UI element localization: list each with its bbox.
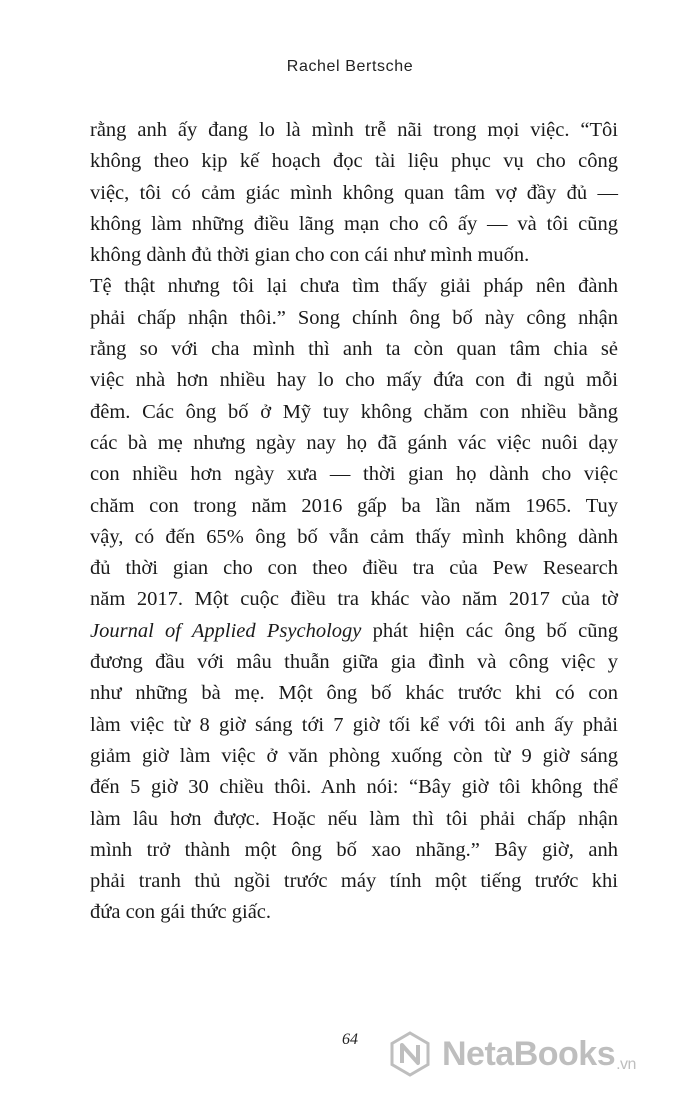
text-line: năm 2017. Một cuộc điều tra khác vào năm 2017 của tờ xyxy=(90,588,618,611)
text-line: vậy, có đến 65% ông bố vẫn cảm thấy mình không dành xyxy=(90,525,618,548)
text-line: Tệ thật nhưng tôi lại chưa tìm thấy giải pháp nên đành xyxy=(90,275,618,298)
text-line: rằng anh ấy đang lo là mình trễ nãi trong mọi việc. “Tôi xyxy=(90,119,618,141)
text-line: giảm giờ làm việc ở văn phòng xuống còn từ 9 giờ sáng xyxy=(90,744,618,767)
text-line: việc, tôi có cảm giác mình không quan tâm vợ đầy đủ — xyxy=(90,181,618,204)
text-line: chăm con trong năm 2016 gấp ba lần năm 1965. Tuy xyxy=(90,494,618,517)
text-line: không làm những điều lãng mạn cho cô ấy — và tôi cũng xyxy=(90,212,618,235)
text-line: phải tranh thủ ngồi trước máy tính một tiếng trước khi xyxy=(90,870,618,893)
text-line: con nhiều hơn ngày xưa — thời gian họ dành cho việc xyxy=(90,463,618,486)
watermark-brand: NetaBooks.vn xyxy=(442,1034,636,1073)
text-line: các bà mẹ nhưng ngày nay họ đã gánh vác việc nuôi dạy xyxy=(90,431,618,454)
text-line: làm việc từ 8 giờ sáng tới 7 giờ tối kể với tôi anh ấy phải xyxy=(90,713,618,736)
journal-line-rest: phát hiện các ông bố cũng xyxy=(361,619,618,642)
text-line: làm lâu hơn được. Hoặc nếu làm thì tôi phải chấp nhận xyxy=(90,807,618,830)
text-line: phải chấp nhận thôi.” Song chính ông bố này công nhận xyxy=(90,306,618,329)
text-line: đến 5 giờ 30 chiều thôi. Anh nói: “Bây giờ tôi không thể xyxy=(90,776,618,799)
text-line: rằng so với cha mình thì anh ta còn quan tâm chia sẻ xyxy=(90,338,618,361)
text-line: như những bà mẹ. Một ông bố khác trước khi có con xyxy=(90,682,618,705)
text-line-with-journal xyxy=(90,616,618,647)
netabooks-logo-icon xyxy=(386,1030,434,1078)
text-line: không dành đủ thời gian cho con cái như mình muốn. xyxy=(90,244,530,267)
page-number: 64 xyxy=(342,1031,358,1048)
netabooks-watermark xyxy=(386,1024,636,1084)
journal-title: Journal of Applied Psychology xyxy=(90,619,362,642)
text-line: đêm. Các ông bố ở Mỹ tuy không chăm con nhiều bằng xyxy=(90,400,618,423)
text-line: không theo kịp kế hoạch đọc tài liệu phục vụ cho công xyxy=(90,150,618,173)
running-header: Rachel Bertsche xyxy=(286,58,414,75)
body-text xyxy=(90,115,618,929)
text-line: đứa con gái thức giấc. xyxy=(90,901,272,924)
text-line: đủ thời gian cho con theo điều tra của Pew Research xyxy=(90,557,618,580)
text-line: mình trở thành một ông bố xao nhãng.” Bây giờ, anh xyxy=(90,838,618,861)
text-line: đương đầu với mâu thuẫn giữa gia đình và công việc y xyxy=(90,651,618,674)
text-line: việc nhà hơn nhiều hay lo cho mấy đứa con đi ngủ mỗi xyxy=(90,369,618,392)
